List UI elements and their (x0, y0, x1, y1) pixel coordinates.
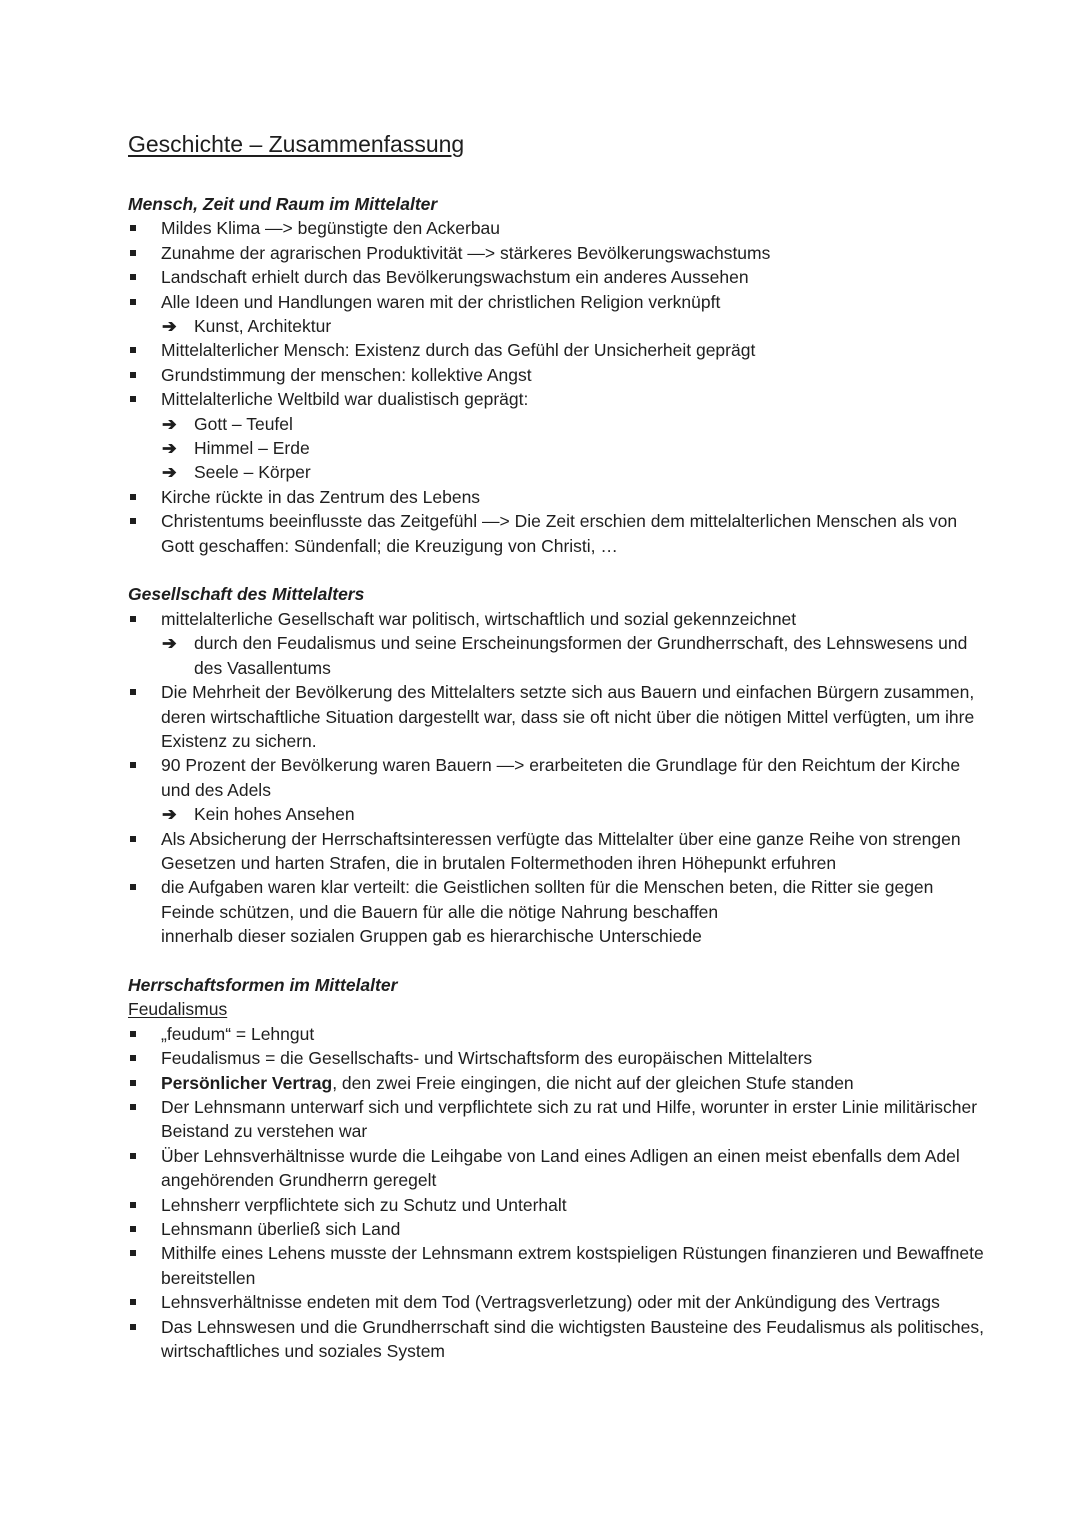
list-item: Grundstimmung der menschen: kollektive Angst (128, 363, 988, 387)
list-item: Christentums beeinflusste das Zeitgefühl —> Die Zeit erschien dem mittelalterlichen Menschen als von Gott geschaffen: Sündenfall; die Kreuzigung von Christi, … (128, 509, 988, 558)
list-item-continuation: innerhalb dieser sozialen Gruppen gab es hierarchische Unterschiede (161, 926, 702, 947)
list-item: 90 Prozent der Bevölkerung waren Bauern —> erarbeiteten die Grundlage für den Reichtum der Kirche und des Adels (128, 753, 988, 802)
list-item: Persönlicher Vertrag, den zwei Freie eingingen, die nicht auf der gleichen Stufe standen (128, 1071, 988, 1095)
section-heading: Mensch, Zeit und Raum im Mittelalter (128, 194, 438, 214)
arrow-icon: ➔ (162, 804, 177, 825)
list-item: Mittelalterlicher Mensch: Existenz durch das Gefühl der Unsicherheit geprägt (128, 338, 988, 362)
arrow-item: ➔ Seele – Körper (128, 460, 988, 484)
list-item: Kirche rückte in das Zentrum des Lebens (128, 485, 988, 509)
list-item: mittelalterliche Gesellschaft war politisch, wirtschaftlich und sozial gekennzeichnet (128, 607, 988, 631)
list-item: die Aufgaben waren klar verteilt: die Geistlichen sollten für die Menschen beten, die Ritter sie gegen Feinde schützen, und die Bauern für alle die nötige Nahrung beschaffen (128, 875, 988, 924)
arrow-icon: ➔ (162, 413, 177, 434)
list-item: Zunahme der agrarischen Produktivität —> stärkeres Bevölkerungswachstums (128, 241, 988, 265)
list-item: Der Lehnsmann unterwarf sich und verpflichtete sich zu rat und Hilfe, worunter in erster Linie militärischer Beistand zu verstehen war (128, 1095, 988, 1144)
list-item: Über Lehnsverhältnisse wurde die Leihgabe von Land eines Adligen an einen meist ebenfalls dem Adel angehörenden Grundherrn geregelt (128, 1144, 988, 1193)
arrow-icon: ➔ (162, 316, 177, 337)
arrow-icon: ➔ (162, 633, 177, 654)
list-item: Lehnsverhältnisse endeten mit dem Tod (Vertragsverletzung) oder mit der Ankündigung des Vertrags (128, 1290, 988, 1314)
arrow-item: ➔ Kunst, Architektur (128, 314, 988, 338)
arrow-icon: ➔ (162, 462, 177, 483)
list-item: Die Mehrheit der Bevölkerung des Mittelalters setzte sich aus Bauern und einfachen Bürgern zusammen, deren wirtschaftliche Situation dargestellt war, dass sie oft nicht über die nötigen Mittel verfügten, um ihre Existenz zu sichern. (128, 680, 988, 753)
arrow-item: ➔ Kein hohes Ansehen (128, 802, 988, 826)
list-item: Das Lehnswesen und die Grundherrschaft sind die wichtigsten Bausteine des Feudalismus als politisches, wirtschaftliches und soziales System (128, 1315, 988, 1364)
section-gesellschaft (128, 582, 988, 948)
bullet-list (128, 216, 988, 558)
subsection-heading: Feudalismus (128, 999, 228, 1020)
list-item: Alle Ideen und Handlungen waren mit der christlichen Religion verknüpft (128, 290, 988, 314)
list-item: Feudalismus = die Gesellschafts- und Wirtschaftsform des europäischen Mittelalters (128, 1046, 988, 1070)
list-item: Mithilfe eines Lehens musste der Lehnsmann extrem kostspieligen Rüstungen finanzieren und Bewaffnete bereitstellen (128, 1241, 988, 1290)
page-title: Geschichte – Zusammenfassung (128, 131, 465, 157)
list-item: Lehnsmann überließ sich Land (128, 1217, 988, 1241)
document-page (128, 129, 988, 1388)
list-item: Als Absicherung der Herrschaftsinteressen verfügte das Mittelalter über eine ganze Reihe von strengen Gesetzen und harten Strafen, die in brutalen Foltermethoden ihren Höhepunkt erfuhren (128, 827, 988, 876)
list-item: „feudum“ = Lehngut (128, 1022, 988, 1046)
list-item: Mildes Klima —> begünstigte den Ackerbau (128, 216, 988, 240)
arrow-item: ➔ Gott – Teufel (128, 412, 988, 436)
arrow-item: ➔ durch den Feudalismus und seine Erscheinungsformen der Grundherrschaft, des Lehnswesens und des Vasallentums (162, 633, 968, 678)
arrow-item: ➔ Himmel – Erde (128, 436, 988, 460)
section-heading: Herrschaftsformen im Mittelalter (128, 974, 398, 995)
bold-term: Persönlicher Vertrag (161, 1072, 333, 1093)
section-herrschaftsformen (128, 973, 988, 1364)
bullet-list (128, 607, 988, 949)
section-heading: Gesellschaft des Mittelalters (128, 584, 365, 605)
list-item: Landschaft erhielt durch das Bevölkerungswachstum ein anderes Aussehen (128, 265, 988, 289)
section-mensch-zeit-raum (128, 192, 988, 558)
arrow-icon: ➔ (162, 438, 177, 459)
list-item: Mittelalterliche Weltbild war dualistisch geprägt: (128, 387, 988, 411)
list-item: Lehnsherr verpflichtete sich zu Schutz und Unterhalt (128, 1193, 988, 1217)
bullet-list (128, 1022, 988, 1364)
